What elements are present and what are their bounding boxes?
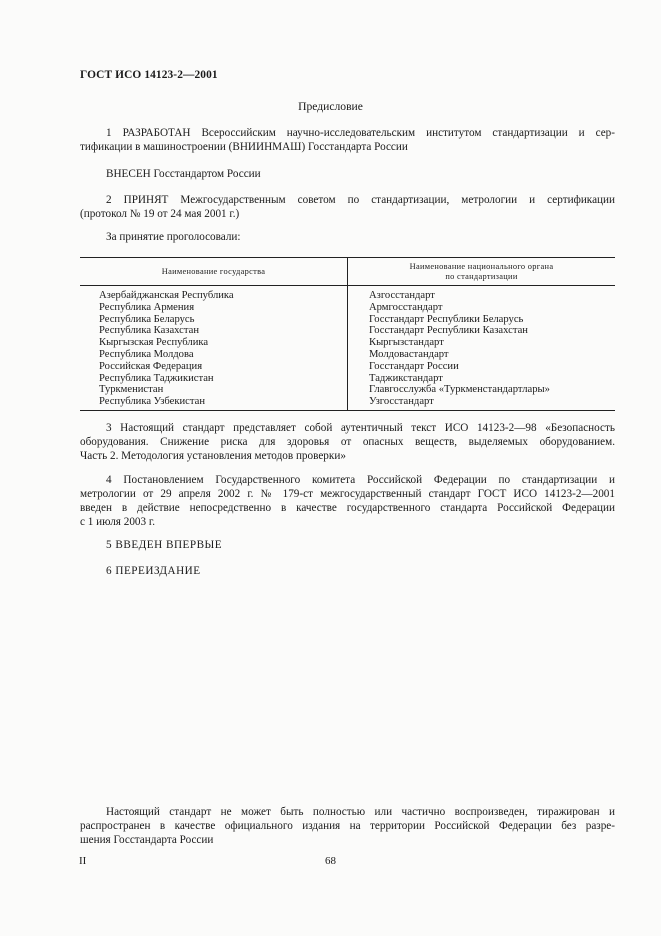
item-4-line-1: 4 Постановлением Государственного комитета Российской Федерации по стандартизации и: [106, 474, 615, 486]
item-4-resolution: [80, 473, 615, 529]
col-header-state: Наименование государства: [80, 258, 348, 286]
roman-page-number: II: [79, 855, 87, 867]
table-row-body: Таджикстандарт: [369, 372, 443, 384]
bodies-column: [348, 286, 616, 411]
col-header-body-line-2: по стандартизации: [445, 271, 518, 281]
table-row-body: Кыргызстандарт: [369, 337, 444, 349]
table-row-body: Госстандарт Республики Беларусь: [369, 313, 524, 325]
table-row-state: Кыргызская Республика: [99, 337, 209, 349]
states-column: [80, 286, 348, 411]
table-row-body: Главгосслужба «Туркменстандартлары»: [369, 384, 550, 396]
table-row-body: Молдовастандарт: [369, 348, 449, 360]
table-row-state: Туркменистан: [99, 384, 164, 396]
table-row-state: Республика Таджикистан: [99, 372, 214, 384]
item-1-developed: [80, 126, 615, 154]
item-2-line-2: (протокол № 19 от 24 мая 2001 г.): [80, 208, 240, 220]
item-1-line-1: 1 РАЗРАБОТАН Всероссийским научно-исследовательским институтом стандартизации и сер-: [106, 127, 615, 139]
table-row-state: Республика Узбекистан: [99, 396, 206, 408]
preface-title: Предисловие: [298, 100, 363, 113]
notice-line-1: Настоящий стандарт не может быть полностью или частично воспроизведен, тиражирован и: [106, 806, 615, 818]
table-row-body: Госстандарт России: [369, 360, 459, 372]
item-4-line-2: метрологии от 29 апреля 2002 г. № 179-ст межгосударственный стандарт ГОСТ ИСО 14123-2—2001: [80, 488, 615, 500]
col-header-body-line-1: Наименование национального органа: [409, 261, 554, 271]
table-row-state: Республика Казахстан: [99, 325, 200, 337]
item-3-authentic-text: [80, 421, 615, 463]
table-row-body: Госстандарт Республики Казахстан: [369, 325, 528, 337]
voting-table: [80, 257, 615, 411]
table-row-state: Азербайджанская Республика: [99, 290, 234, 301]
item-1-line-2: тификации в машиностроении (ВНИИНМАШ) Госстандарта России: [80, 141, 408, 153]
item-2-adopted: [80, 193, 615, 221]
item-2-line-1: 2 ПРИНЯТ Межгосударственным советом по стандартизации, метрологии и сертификации: [106, 194, 615, 206]
table-row-state: Республика Беларусь: [99, 313, 195, 325]
notice-line-2: распространен в качестве официального издания на территории Российской Федерации без разре-: [80, 820, 615, 832]
item-4-line-3: введен в действие непосредственно в качестве государственного стандарта Российской Федерации: [80, 502, 615, 514]
table-row-state: Республика Молдова: [99, 348, 194, 360]
item-3-line-1: 3 Настоящий стандарт представляет собой аутентичный текст ИСО 14123-2—98 «Безопасность: [106, 422, 615, 434]
item-3-line-3: Часть 2. Методология установления методов проверки»: [80, 450, 346, 462]
table-row-state: Республика Армения: [99, 301, 195, 313]
table-row-body: Азгосстандарт: [369, 290, 435, 301]
item-5-first-introduced: 5 ВВЕДЕН ВПЕРВЫЕ: [106, 539, 223, 551]
item-6-reissue: 6 ПЕРЕИЗДАНИЕ: [106, 565, 201, 577]
page-number: 68: [325, 855, 336, 867]
voted-label: За принятие проголосовали:: [106, 231, 241, 243]
item-1-introduced: ВНЕСЕН Госстандартом России: [106, 168, 261, 180]
standard-code-header: ГОСТ ИСО 14123-2—2001: [80, 69, 218, 81]
notice-line-3: шения Госстандарта России: [80, 834, 214, 846]
item-3-line-2: оборудования. Снижение риска для здоровья от опасных веществ, выделяемых оборудованием.: [80, 436, 615, 448]
item-4-line-4: с 1 июля 2003 г.: [80, 516, 156, 528]
table-row-body: Армгосстандарт: [369, 301, 443, 313]
col-header-body: [348, 258, 616, 286]
table-row-state: Российская Федерация: [99, 360, 203, 372]
table-row-body: Узгосстандарт: [369, 396, 434, 408]
copyright-notice: [80, 805, 615, 847]
